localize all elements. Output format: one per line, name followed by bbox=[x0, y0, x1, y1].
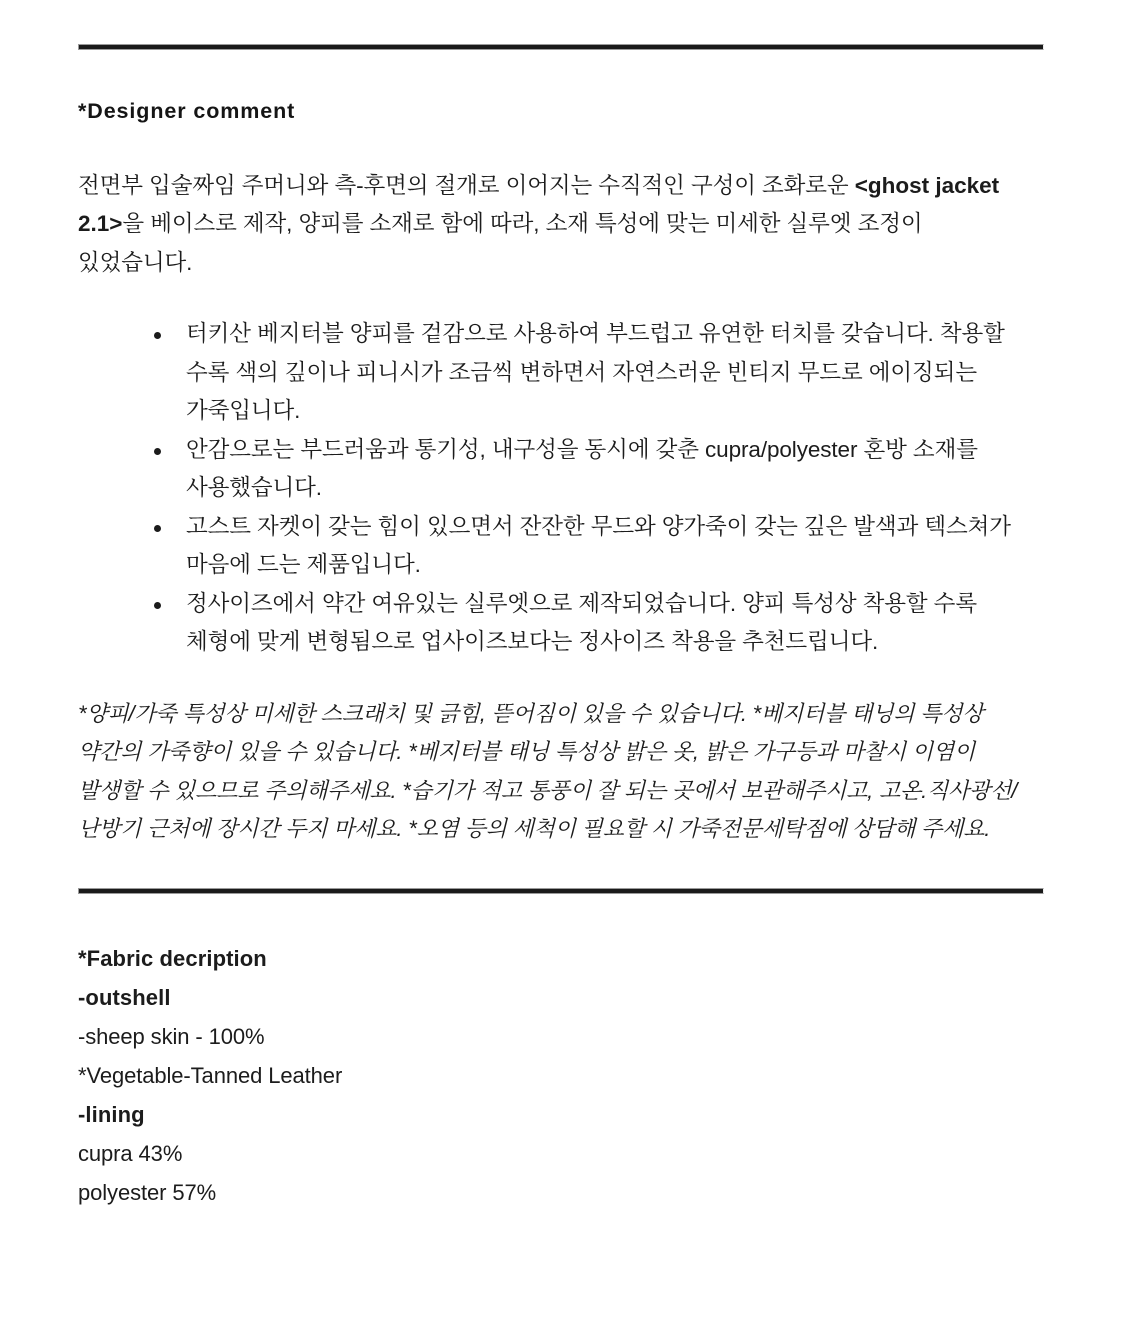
fabric-lining-composition-cupra: cupra 43% bbox=[78, 1140, 183, 1166]
designer-comment-heading: *Designer comment bbox=[78, 99, 296, 123]
fabric-description-title: *Fabric decription bbox=[78, 945, 267, 971]
bullet-dot-icon bbox=[154, 448, 161, 455]
list-item-text: 터키산 베지터블 양피를 겉감으로 사용하여 부드럽고 유연한 터치를 갖습니다. 착용할 수록 색의 깊이나 피니시가 조금씩 변하면서 자연스러운 빈티지 무드로 에이징되는 가죽입니다. bbox=[186, 321, 1005, 424]
list-item bbox=[78, 508, 1042, 585]
designer-comment-bullet-list bbox=[78, 315, 1042, 662]
section-divider-middle bbox=[78, 888, 1044, 894]
section-divider-top bbox=[78, 44, 1044, 50]
fabric-outshell-composition: -sheep skin - 100% bbox=[78, 1023, 265, 1049]
list-item-text: 정사이즈에서 약간 여유있는 실루엣으로 제작되었습니다. 양피 특성상 착용할 수록 체형에 맞게 변형됨으로 업사이즈보다는 정사이즈 착용을 추천드립니다. bbox=[186, 590, 977, 655]
list-item-text: 고스트 자켓이 갖는 힘이 있으면서 잔잔한 무드와 양가죽이 갖는 깊은 발색과 텍스쳐가 마음에 드는 제품입니다. bbox=[186, 513, 1011, 578]
list-item bbox=[78, 315, 1042, 431]
bullet-dot-icon bbox=[154, 525, 161, 532]
fabric-outshell-note: *Vegetable-Tanned Leather bbox=[78, 1062, 343, 1088]
fabric-lining-composition-polyester: polyester 57% bbox=[78, 1179, 217, 1205]
list-item bbox=[78, 585, 1042, 662]
product-description-page bbox=[0, 44, 1125, 1343]
designer-comment-section bbox=[78, 99, 1042, 849]
list-item bbox=[78, 431, 1042, 508]
fabric-outshell-label: -outshell bbox=[78, 984, 171, 1010]
bullet-dot-icon bbox=[154, 602, 161, 609]
intro-text-before: 전면부 입술짜임 주머니와 측-후면의 절개로 이어지는 수직적인 구성이 조화로운 bbox=[78, 172, 855, 198]
list-item-text: 안감으로는 부드러움과 통기성, 내구성을 동시에 갖춘 cupra/polyester 혼방 소재를 사용했습니다. bbox=[186, 436, 978, 501]
intro-product-reference: <ghost jacket 2.1> bbox=[78, 172, 1000, 237]
care-instructions-note: *양피/가죽 특성상 미세한 스크래치 및 긁힘, 뜯어짐이 있을 수 있습니다. *베지터블 태닝의 특성상 약간의 가죽향이 있을 수 있습니다. *베지터블 태닝 특성상 밝은 옷, 밝은 가구등과 마찰시 이염이 발생할 수 있으므로 주의해주세요. *습기가 적고 통풍이 잘 되는 곳에서 보관해주시고, 고온.직사광선/난방기 근처에 장시간 두지 마세요. *오염 등의 세척이 필요할 시 가죽전문세탁점에 상담해 주세요. bbox=[78, 700, 1018, 842]
designer-comment-intro bbox=[78, 167, 1042, 283]
bullet-dot-icon bbox=[154, 332, 161, 339]
fabric-description-section bbox=[78, 939, 1042, 1212]
intro-text-after: 을 베이스로 제작, 양피를 소재로 함에 따라, 소재 특성에 맞는 미세한 실루엣 조정이 있었습니다. bbox=[78, 211, 923, 275]
fabric-lining-label: -lining bbox=[78, 1101, 145, 1127]
